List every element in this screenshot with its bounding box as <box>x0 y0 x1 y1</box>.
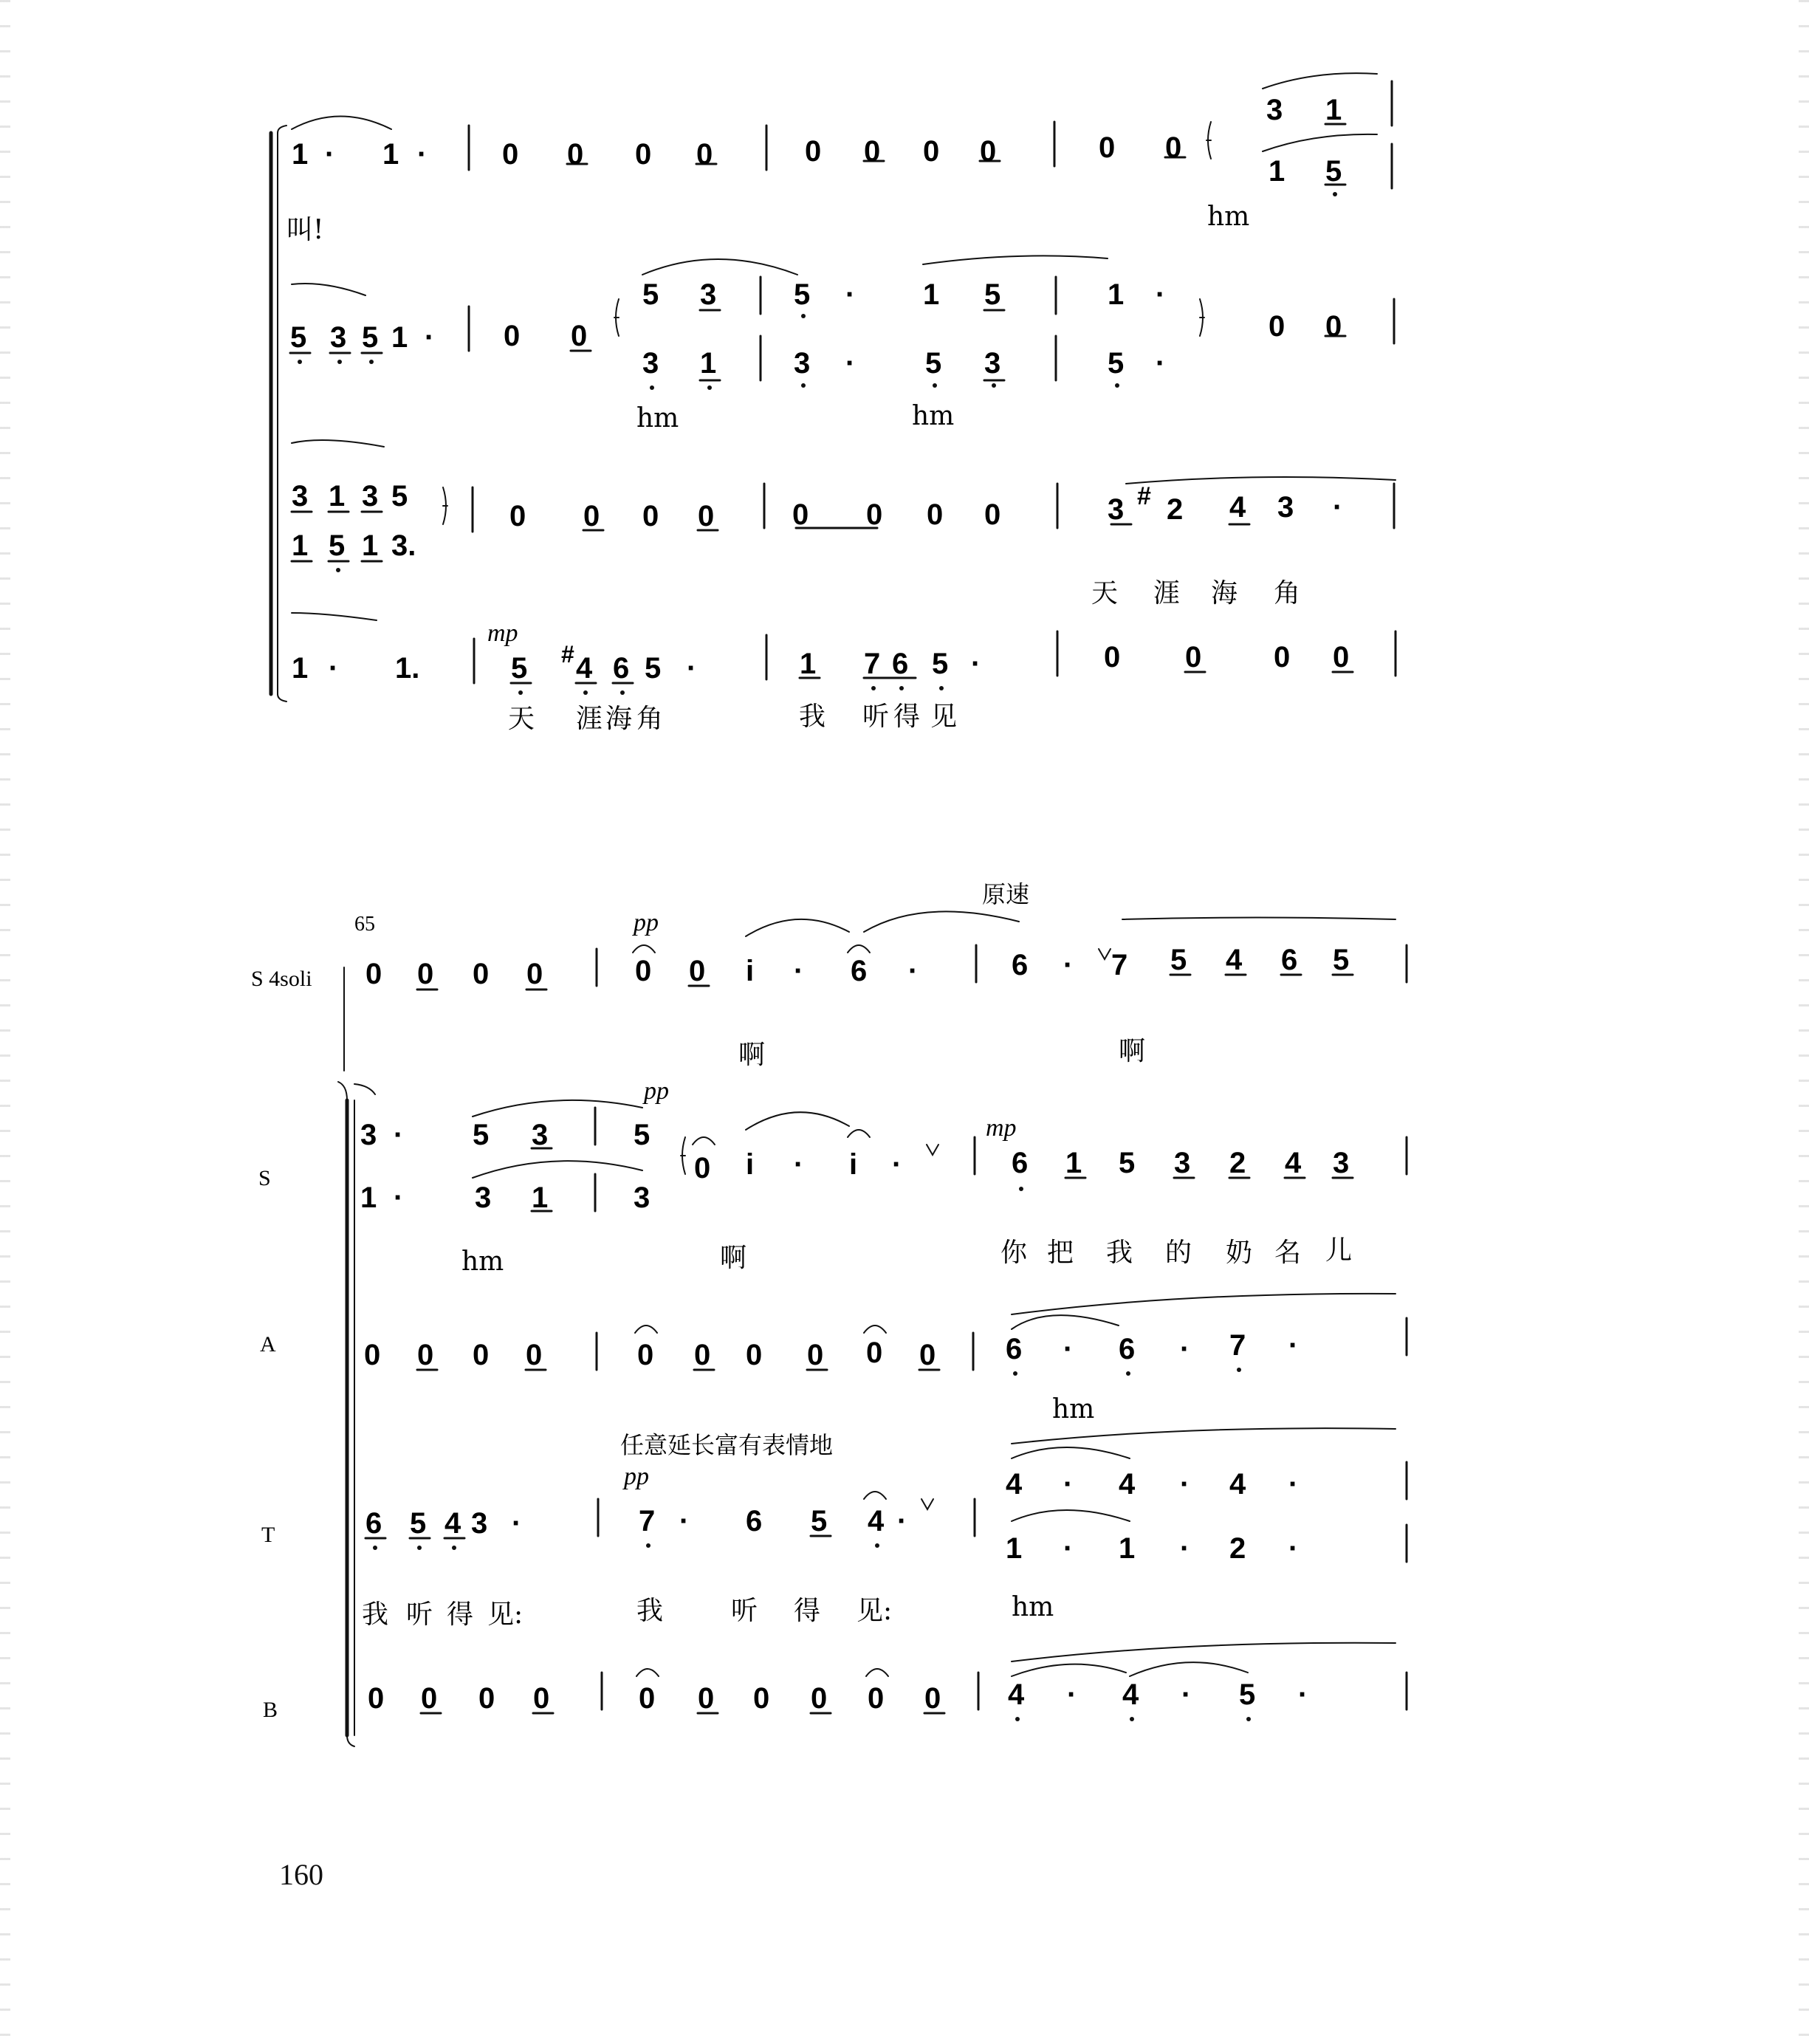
lyric: 儿 <box>1325 1235 1353 1266</box>
note: 4 <box>444 1507 461 1540</box>
dot: · <box>1067 1678 1077 1711</box>
dot: · <box>897 1505 907 1537</box>
note: 4 <box>1229 1468 1246 1501</box>
rest: 0 <box>526 958 543 990</box>
note: 5 <box>511 652 528 685</box>
label-tenor: T <box>261 1523 275 1547</box>
rest: 0 <box>919 1339 936 1371</box>
note: 1 <box>292 652 309 685</box>
lyric: 见 <box>930 702 958 732</box>
lyric: 得 <box>447 1599 474 1630</box>
note: 1 <box>923 278 940 311</box>
note: 5 <box>1333 944 1350 976</box>
lyric: 角 <box>636 704 664 734</box>
dot: · <box>794 1148 804 1181</box>
system-1-tenor <box>292 480 1342 608</box>
rest: 0 <box>583 500 600 532</box>
rest: 0 <box>927 498 944 531</box>
dot: · <box>1180 1333 1190 1365</box>
note: 5 <box>932 648 949 680</box>
note: 1 <box>292 138 309 171</box>
rest: 0 <box>364 1339 381 1371</box>
note: 5 <box>642 278 659 311</box>
note: 4 <box>1122 1678 1139 1711</box>
label-alto: A <box>260 1332 276 1357</box>
lyric: 啊 <box>738 1040 766 1070</box>
page-number: 160 <box>279 1858 323 1891</box>
note: 4 <box>1008 1678 1025 1711</box>
note: 5 <box>290 321 307 354</box>
note: 6 <box>1006 1333 1023 1365</box>
rest: 0 <box>473 958 490 990</box>
lyric: 我 <box>636 1596 664 1626</box>
note: 5 <box>984 278 1001 311</box>
lyric: 涯 <box>576 704 603 734</box>
note: 3 <box>1333 1147 1350 1179</box>
note: 3 <box>1277 491 1294 524</box>
note: 6 <box>1012 1147 1029 1179</box>
dot: · <box>892 1148 902 1181</box>
system-1-bass <box>292 620 1349 734</box>
lyric: 海 <box>605 704 633 734</box>
lyric: hm <box>1012 1592 1054 1622</box>
note: 1 <box>1108 278 1125 311</box>
note: 5 <box>925 347 942 380</box>
sharp-sign: # <box>561 641 574 668</box>
dot: · <box>325 138 335 171</box>
rest: 0 <box>417 958 434 990</box>
rest: 0 <box>1165 131 1182 164</box>
lyric: 叫! <box>286 215 324 245</box>
rest: 0 <box>1099 131 1116 164</box>
note: 4 <box>1226 944 1243 976</box>
note: 3 <box>330 321 347 354</box>
lyric: 啊 <box>720 1243 747 1273</box>
lyric: 涯 <box>1153 578 1181 608</box>
rest: 0 <box>635 955 652 987</box>
note: 5 <box>645 652 662 685</box>
lyric: 我 <box>1106 1238 1133 1268</box>
measure-number: 65 <box>354 913 375 936</box>
rest: 0 <box>1269 310 1285 343</box>
note: 4 <box>1119 1468 1136 1501</box>
system-2-alto <box>364 1329 1298 1424</box>
note: 3. <box>391 529 416 562</box>
note: i <box>746 1148 755 1181</box>
note: 3 <box>360 1119 377 1151</box>
dot: · <box>845 278 856 311</box>
dot: · <box>794 955 804 987</box>
dot: · <box>1063 1468 1074 1501</box>
note: 5 <box>811 1505 828 1537</box>
rest: 0 <box>866 498 883 531</box>
dynamic-pp: pp <box>624 1463 649 1490</box>
system-2-solo <box>365 880 1349 1070</box>
dot: · <box>425 321 435 354</box>
rest: 0 <box>1274 641 1291 673</box>
dot: · <box>1180 1532 1190 1565</box>
rest: 0 <box>1325 310 1342 343</box>
dot: · <box>1333 491 1343 524</box>
label-soprano: S <box>258 1166 271 1190</box>
rest: 0 <box>805 135 822 168</box>
note: 5 <box>391 480 408 512</box>
dot: · <box>394 1119 404 1151</box>
note: 1. <box>395 652 420 685</box>
lyric: hm <box>1052 1394 1095 1424</box>
rest: 0 <box>924 1682 941 1715</box>
rest: 0 <box>473 1339 490 1371</box>
dot: · <box>1063 1333 1074 1365</box>
note: 5 <box>634 1119 651 1151</box>
dot: · <box>1288 1329 1299 1362</box>
rest: 0 <box>746 1339 763 1371</box>
note: 4 <box>1285 1147 1302 1179</box>
note: i <box>849 1148 858 1181</box>
dot: · <box>679 1505 690 1537</box>
note: 1 <box>329 480 346 512</box>
system-1-alto <box>290 278 1342 433</box>
divisi-braces <box>443 122 1211 1174</box>
note: 3 <box>1174 1147 1191 1179</box>
label-bass: B <box>263 1698 278 1722</box>
note: 5 <box>1119 1147 1136 1179</box>
system-2-bass <box>368 1678 1308 1721</box>
rest: 0 <box>1185 641 1202 673</box>
note: 5 <box>410 1507 427 1540</box>
lyric: 见: <box>857 1596 893 1626</box>
dynamic-pp: pp <box>644 1077 669 1105</box>
note: 3 <box>292 480 309 512</box>
note: 6 <box>1012 949 1029 981</box>
system-1-brackets <box>271 126 286 702</box>
rest: 0 <box>753 1682 770 1715</box>
sharp-sign: # <box>1137 482 1151 510</box>
dot: · <box>394 1182 404 1214</box>
note: 3 <box>475 1182 492 1214</box>
dot: · <box>1180 1468 1190 1501</box>
lyric: 角 <box>1274 578 1301 608</box>
rest: 0 <box>637 1339 654 1371</box>
lyric: 名 <box>1274 1238 1302 1268</box>
lyric: 得 <box>794 1596 821 1626</box>
note: 6 <box>365 1507 382 1540</box>
expression-marking: 任意延长富有表情地 <box>620 1431 834 1459</box>
note: 3 <box>984 347 1001 380</box>
note: 4 <box>576 652 593 685</box>
note: 3 <box>642 347 659 380</box>
rest: 0 <box>698 500 715 532</box>
note: 1 <box>360 1182 377 1214</box>
note: 6 <box>1119 1333 1136 1365</box>
dynamic-pp: pp <box>634 909 659 936</box>
rest: 0 <box>635 138 652 171</box>
note: 3 <box>1108 493 1125 526</box>
note: 1 <box>1006 1532 1023 1565</box>
note: 7 <box>864 648 881 680</box>
lyric: hm <box>912 401 955 431</box>
dot: · <box>1288 1532 1299 1565</box>
note: 5 <box>329 529 346 562</box>
note: 5 <box>1325 155 1342 188</box>
system-1-beams <box>290 124 1353 683</box>
lyric: 你 <box>1000 1238 1028 1268</box>
lyric: 听 <box>406 1599 433 1630</box>
note: 1 <box>292 529 309 562</box>
label-solo: S 4soli <box>251 967 312 991</box>
lyric: 的 <box>1165 1238 1192 1268</box>
note: 3 <box>634 1182 651 1214</box>
system-2-brackets <box>338 967 354 1746</box>
rest: 0 <box>923 135 940 168</box>
breath-marks <box>921 949 1111 1509</box>
note: 5 <box>794 278 811 311</box>
note: 3 <box>1266 94 1283 126</box>
note: 1 <box>1065 1147 1082 1179</box>
rest: 0 <box>421 1682 438 1715</box>
note: 7 <box>1229 1329 1246 1362</box>
rest: 0 <box>642 500 659 532</box>
dynamic-mp: mp <box>487 620 518 647</box>
rest: 0 <box>368 1682 385 1715</box>
rest: 0 <box>1104 641 1121 673</box>
note: i <box>746 955 755 987</box>
note: 4 <box>1006 1468 1023 1501</box>
rest: 0 <box>807 1339 824 1371</box>
rest: 0 <box>694 1339 711 1371</box>
note: 1 <box>532 1182 549 1214</box>
note: 3 <box>794 347 811 380</box>
dot: · <box>1156 278 1166 311</box>
note: 1 <box>362 529 379 562</box>
dot: · <box>845 347 856 380</box>
note: 3 <box>700 278 717 311</box>
rest: 0 <box>509 500 526 532</box>
lyric: 天 <box>1091 578 1119 608</box>
lyric: 我 <box>362 1599 389 1630</box>
dot: · <box>1298 1678 1308 1711</box>
dot: · <box>1063 1532 1074 1565</box>
note: 6 <box>851 955 868 987</box>
system-2-barlines <box>595 945 1407 1709</box>
note: 5 <box>1170 944 1187 976</box>
note: 7 <box>639 1505 656 1537</box>
lyric: 啊 <box>1119 1036 1146 1066</box>
lyric: 听 <box>862 702 890 732</box>
rest: 0 <box>504 320 521 352</box>
lyric: hm <box>636 403 679 433</box>
rest: 0 <box>980 135 997 168</box>
dot: · <box>687 652 697 685</box>
rest: 0 <box>502 138 519 171</box>
note: 5 <box>473 1119 490 1151</box>
lyric: 天 <box>508 704 535 734</box>
rest: 0 <box>1333 641 1350 673</box>
rest: 0 <box>984 498 1001 531</box>
dot: · <box>1181 1678 1192 1711</box>
rest: 0 <box>365 958 382 990</box>
lyric: 得 <box>893 702 921 732</box>
voice-labels <box>251 913 375 1722</box>
note: 6 <box>613 652 630 685</box>
rest: 0 <box>792 498 809 531</box>
dot: · <box>417 138 428 171</box>
rest: 0 <box>567 138 584 171</box>
system-1-barlines <box>469 81 1396 683</box>
lyric: 我 <box>799 702 826 732</box>
note: 3 <box>532 1119 549 1151</box>
note: 1 <box>700 347 717 380</box>
dot: · <box>971 648 981 680</box>
note: 2 <box>1229 1532 1246 1565</box>
rest: 0 <box>811 1682 828 1715</box>
rest: 0 <box>868 1682 885 1715</box>
note: 7 <box>1111 949 1128 981</box>
note: 1 <box>382 138 399 171</box>
rest: 0 <box>696 138 713 171</box>
note: 1 <box>391 321 408 354</box>
note: 4 <box>1229 491 1246 524</box>
note: 5 <box>1239 1678 1256 1711</box>
dot: · <box>329 652 339 685</box>
rest: 0 <box>866 1337 883 1369</box>
lyric: 见: <box>487 1599 524 1630</box>
note: 1 <box>1325 94 1342 126</box>
note: 2 <box>1229 1147 1246 1179</box>
dot: · <box>1063 949 1074 981</box>
note: 6 <box>746 1505 763 1537</box>
note: 3 <box>362 480 379 512</box>
rest: 0 <box>698 1682 715 1715</box>
note: 4 <box>868 1505 885 1537</box>
note: 5 <box>362 321 379 354</box>
note: 1 <box>1119 1532 1136 1565</box>
lyric: hm <box>461 1246 504 1277</box>
rest: 0 <box>571 320 588 352</box>
rest: 0 <box>639 1682 656 1715</box>
lyric: 海 <box>1211 578 1238 608</box>
rest: 0 <box>417 1339 434 1371</box>
dot: · <box>512 1507 522 1540</box>
rest: 0 <box>864 135 881 168</box>
note: 6 <box>1281 944 1298 976</box>
rest: 0 <box>526 1339 543 1371</box>
note: 1 <box>1269 155 1285 188</box>
dot: · <box>1156 347 1166 380</box>
system-1-slurs <box>292 73 1396 620</box>
lyric: 听 <box>731 1596 758 1626</box>
rest: 0 <box>478 1682 495 1715</box>
lyric: hm <box>1207 202 1250 232</box>
note: 1 <box>800 648 817 680</box>
tempo-marking: 原速 <box>982 880 1030 908</box>
note: 2 <box>1167 493 1184 526</box>
dynamic-mp: mp <box>986 1114 1017 1142</box>
rest: 0 <box>689 955 706 987</box>
system-2-tenor <box>362 1431 1298 1630</box>
note: 3 <box>471 1507 488 1540</box>
rest: 0 <box>694 1152 711 1184</box>
dot: · <box>908 955 919 987</box>
note: 6 <box>892 648 909 680</box>
lyric: 把 <box>1047 1238 1074 1268</box>
rest: 0 <box>533 1682 550 1715</box>
lyric: 奶 <box>1226 1238 1253 1268</box>
note: 5 <box>1108 347 1125 380</box>
system-1-soprano <box>286 94 1342 245</box>
dot: · <box>1288 1468 1299 1501</box>
